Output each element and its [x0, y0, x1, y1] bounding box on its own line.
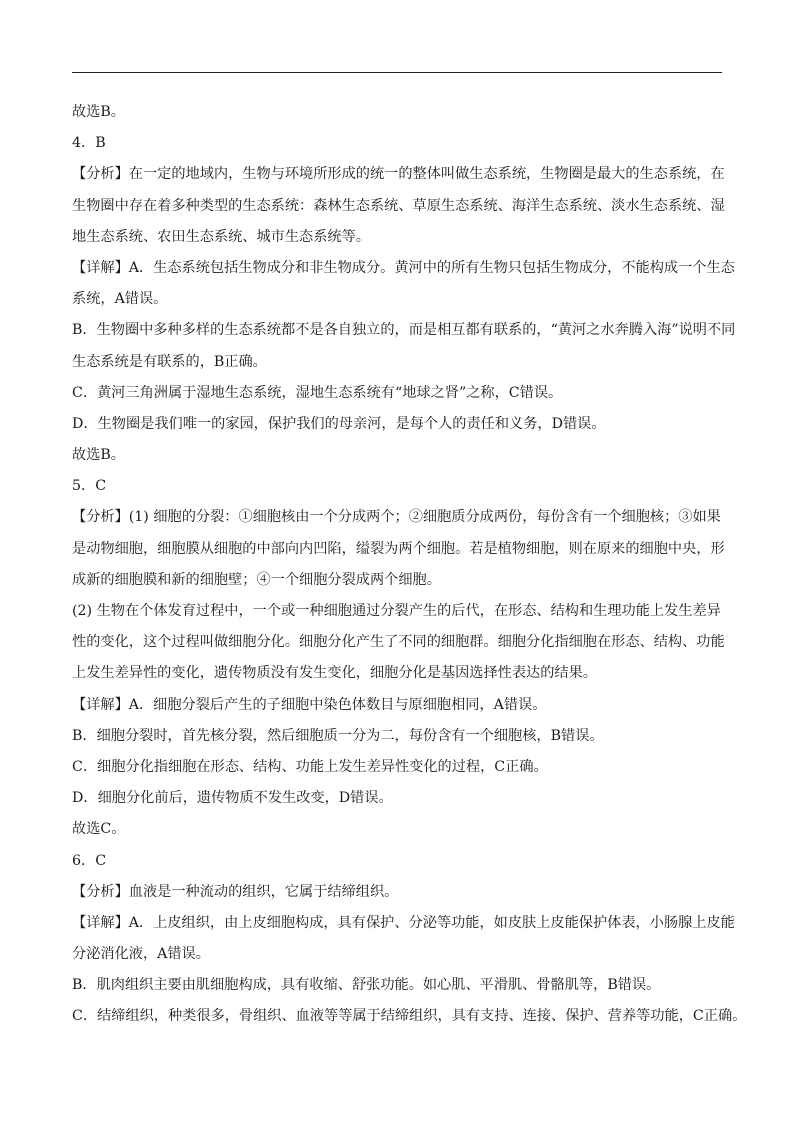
text-line: 【详解】A．生态系统包括生物成分和非生物成分。黄河中的所有生物只包括生物成分，不能构成一个生态	[72, 259, 735, 276]
text-line: B．肌肉组织主要由肌细胞构成，具有收缩、舒张功能。如心肌、平滑肌、骨骼肌等，B错误。	[72, 977, 661, 994]
text-line: 成新的细胞膜和新的细胞壁；④一个细胞分裂成两个细胞。	[72, 571, 441, 588]
text-line: 【分析】血液是一种流动的组织，它属于结缔组织。	[72, 883, 399, 900]
text-line: 是动物细胞，细胞膜从细胞的中部向内凹陷，缢裂为两个细胞。若是植物细胞，则在原来的细胞中央，形	[72, 540, 725, 557]
text-line: 【分析】(1) 细胞的分裂：①细胞核由一个分成两个；②细胞质分成两份，每份含有一个细胞核；③如果	[72, 509, 721, 526]
text-line: D．细胞分化前后，遗传物质不发生改变，D错误。	[72, 790, 393, 807]
text-line: D．生物圈是我们唯一的家园，保护我们的母亲河，是每个人的责任和义务，D错误。	[72, 415, 606, 432]
text-line: 故选B。	[72, 104, 125, 120]
text-line: 分泌消化液，A错误。	[72, 946, 210, 963]
header-rule	[72, 72, 722, 73]
question-number-5: 5．C	[72, 478, 107, 495]
text-line: 系统，A错误。	[72, 291, 168, 308]
text-line: 故选C。	[72, 821, 126, 838]
text-line: 【分析】在一定的地域内，生物与环境所形成的统一的整体叫做生态系统，生物圈是最大的生态系统，在	[72, 166, 725, 183]
text-line: (2) 生物在个体发育过程中，一个或一种细胞通过分裂产生的后代，在形态、结构和生理功能上发生差异	[72, 603, 721, 619]
answer-explanation-text	[72, 97, 747, 1033]
text-line: 生物圈中存在着多种类型的生态系统：森林生态系统、草原生态系统、海洋生态系统、淡水生态系统、湿	[72, 197, 725, 214]
text-line: C．细胞分化指细胞在形态、结构、功能上发生差异性变化的过程，C正确。	[72, 758, 548, 775]
text-line: 地生态系统、农田生态系统、城市生态系统等。	[72, 228, 370, 245]
text-line: B．生物圈中多种多样的生态系统都不是各自独立的，而是相互都有联系的，“黄河之水奔腾入海”说明不同	[72, 322, 736, 339]
text-line: 【详解】A．细胞分裂后产生的子细胞中染色体数目与原细胞相同，A错误。	[72, 696, 547, 713]
question-number-4: 4．B	[72, 135, 106, 152]
text-line: C．结缔组织，种类很多，骨组织、血液等等属于结缔组织，具有支持、连接、保护、营养等功能，C正确。	[72, 1008, 747, 1025]
text-line: B．细胞分裂时，首先核分裂，然后细胞质一分为二，每份含有一个细胞核，B错误。	[72, 727, 604, 744]
question-number-6: 6．C	[72, 852, 107, 869]
text-line: 性的变化，这个过程叫做细胞分化。细胞分化产生了不同的细胞群。细胞分化指细胞在形态、结构、功能	[72, 634, 725, 651]
text-line: 生态系统是有联系的，B正确。	[72, 353, 267, 370]
text-line: 故选B。	[72, 447, 125, 464]
text-line: 上发生差异性的变化，遗传物质没有发生变化，细胞分化是基因选择性表达的结果。	[72, 665, 597, 682]
text-line: C．黄河三角洲属于湿地生态系统，湿地生态系统有“地球之肾”之称，C错误。	[72, 384, 563, 401]
text-line: 【详解】A．上皮组织，由上皮细胞构成，具有保护、分泌等功能，如皮肤上皮能保护体表，小肠腺上皮能	[72, 914, 735, 931]
